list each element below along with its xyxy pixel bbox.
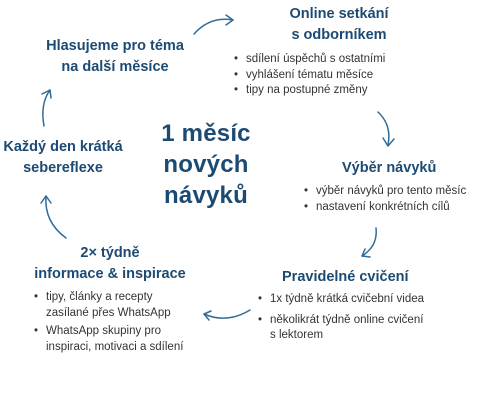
stage-tema-title: Hlasujeme pro téma na další měsíce [46,38,184,75]
stage-informace-items [32,290,212,355]
arrow-tema-to-online [194,19,233,34]
stage-online-title: Online setkání s odborníkem [289,6,389,43]
arrow-informace-to-reflexe [46,196,66,238]
stage-cviceni-items [256,292,456,344]
list-item: • tipy, články a recepty zasílané přes WhatsApp [32,290,212,321]
list-item: • vyhlášení tématu měsíce [232,68,432,84]
center-title: 1 měsíc nových návyků [161,120,251,209]
list-item: • sdílení úspěchů s ostatními [232,52,432,68]
stage-reflexe-title: Každý den krátká sebereflexe [3,139,123,176]
stage-vyber-title: Výběr návyků [342,160,437,176]
list-item: • tipy na postupné změny [232,83,432,99]
list-item: • nastavení konkrétních cílů [302,200,478,216]
list-item: • WhatsApp skupiny pro inspiraci, motivaci a sdílení [32,324,212,355]
list-item: • výběr návyků pro tento měsíc [302,184,478,200]
arrow-reflexe-to-tema [43,90,50,126]
stage-online-items [232,52,432,99]
stage-vyber-items [302,184,478,215]
list-item: • 1x týdně krátká cvičební videa [256,292,456,308]
stage-informace-title: 2× týdně informace & inspirace [34,245,186,282]
stage-cviceni-title: Pravidelné cvičení [282,269,409,285]
list-item: • několikrát týdně online cvičení s lektorem [256,313,456,344]
